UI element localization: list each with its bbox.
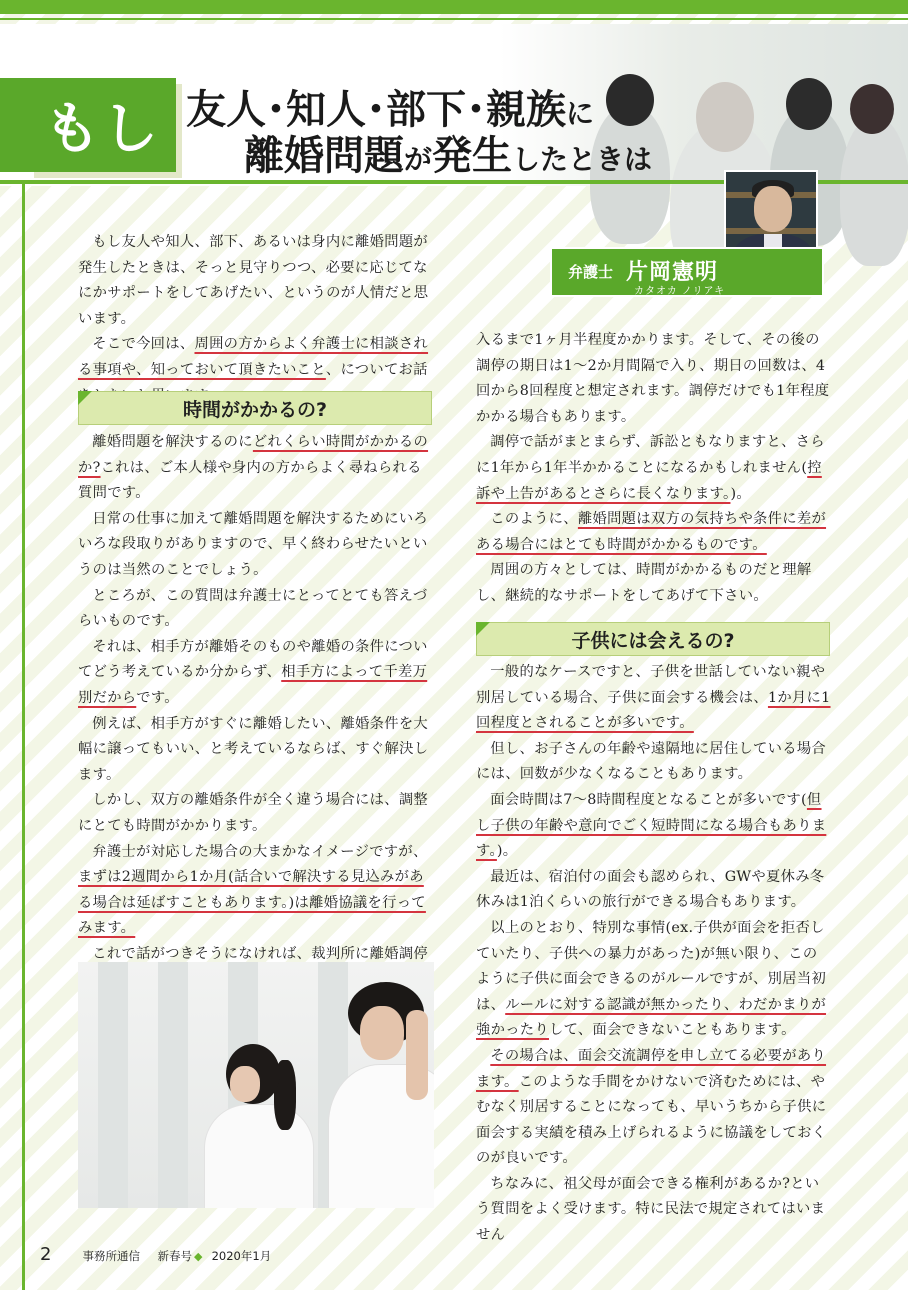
left-margin-rule (22, 180, 25, 1290)
section-children-text: 一般的なケースですと、子供を世話していない親や別居している場合、子供に面会する機会は、1か月に1回程度とされることが多いです。 但し、お子さんの年齢や遠隔地に居住している場合には、回数が少なくなることもあります。 面会時間は7～8時間程度となることが多いです(但し子供の年齢や意向でごく短時間になる場合もあります。)。 最近は、宿泊付の面会も認められ、GWや夏休み冬休みは1泊くらいの旅行ができる場合もあります。 以上のとおり、特別な事情(ex.子供が面会を拒否していたり、子供への暴力があった)が無い限り、このように子供に面会できるのがルールですが、別居当初は、ルールに対する認識が無かったり、わだかまりが強かったりして、面会できないこともあります。 その場合は、面会交流調停を申し立てる必要があります。このような手間をかけないで済むためには、やむなく別居することになっても、早いうちから子供に面会する実績を積み上げられるように協議をしておくのが良いです。 ちなみに、祖父母が面会できる権利があるか?という質問をよく受けます。特に民法で規定されてはいません (476, 664, 831, 1244)
section-heading-time: 時間がかかるの? (78, 391, 432, 425)
top-accent-line (0, 18, 908, 20)
page-title-line2: 離婚問題が発生したときは (244, 133, 653, 179)
lawyer-kana: カタオカ ノリアキ (634, 286, 726, 297)
page-number: 2 (40, 1244, 52, 1265)
top-accent-bar (0, 0, 908, 14)
issue-name: 新春号 (157, 1249, 193, 1263)
section-time-right-text: 入るまで1ヶ月半程度かかります。そして、その後の調停の期日は1～2か月間隔で入り、期日の回数は、4回から8回程度と想定されます。調停だけでも1年程度かかる場合もあります。 調停で話がまとまらず、訴訟ともなりますと、さらに1年から1年半かかることになるかもしれません(控訴や上告があるとさらに長くなります。)。 このように、離婚問題は双方の気持ちや条件に差がある場合にはとても時間がかかるものです。 周囲の方々としては、時間がかかるものだと理解し、継続的なサポートをしてあげて下さい。 (476, 332, 830, 604)
issue-date: 2020年1月 (211, 1249, 272, 1263)
lawyer-name: 片岡憲明 (626, 260, 719, 285)
page-footer (40, 1244, 271, 1265)
diamond-icon: ◆ (194, 1250, 203, 1263)
publication-name: 事務所通信 (82, 1249, 141, 1263)
section-time-left-text: 離婚問題を解決するのにどれくらい時間がかかるのか?これは、ご本人様や身内の方からよく尋ねられる質問です。 日常の仕事に加えて離婚問題を解決するためにいろいろな段取りがありますので、早く終わらせたいというのは当然のことでしょう。 ところが、この質問は弁護士にとってとても答えづらいものです。 それは、相手方が離婚そのものや離婚の条件についてどう考えているか分からず、相手方によって千差万別だからです。 例えば、相手方がすぐに離婚したい、離婚条件を大幅に譲ってもいい、と考えているならば、すぐ解決します。 しかし、双方の離婚条件が全く違う場合には、調整にとても時間がかかります。 弁護士が対応した場合の大まかなイメージですが、まずは2週間から1か月(話合いで解決する見込みがある場合は延ばすこともあります。)は離婚協議を行ってみます。 これで話がつきそうになければ、裁判所に離婚調停 (78, 434, 429, 962)
lawyer-badge (550, 247, 824, 297)
intro-text (78, 230, 434, 409)
lawyer-role: 弁護士 (568, 263, 614, 281)
header-badge: もし (28, 78, 176, 172)
couple-photo (78, 962, 434, 1208)
section-heading-children: 子供には会えるの? (476, 622, 830, 656)
page-title-line1: 友人･知人･部下･親族に (186, 87, 595, 133)
badge-left-strip (0, 78, 28, 172)
intro-paragraph-2: そこで今回は、周囲の方からよく弁護士に相談される事項や、知っておいて頂きたいこと、についてお話 (78, 336, 429, 378)
intro-paragraph-1: もし友人や知人、部下、あるいは身内に離婚問題が発生したときは、そっと見守りつつ、必要に応じてなにかサポートをしてあげたい、というのが人情だと思います。 (78, 234, 429, 327)
